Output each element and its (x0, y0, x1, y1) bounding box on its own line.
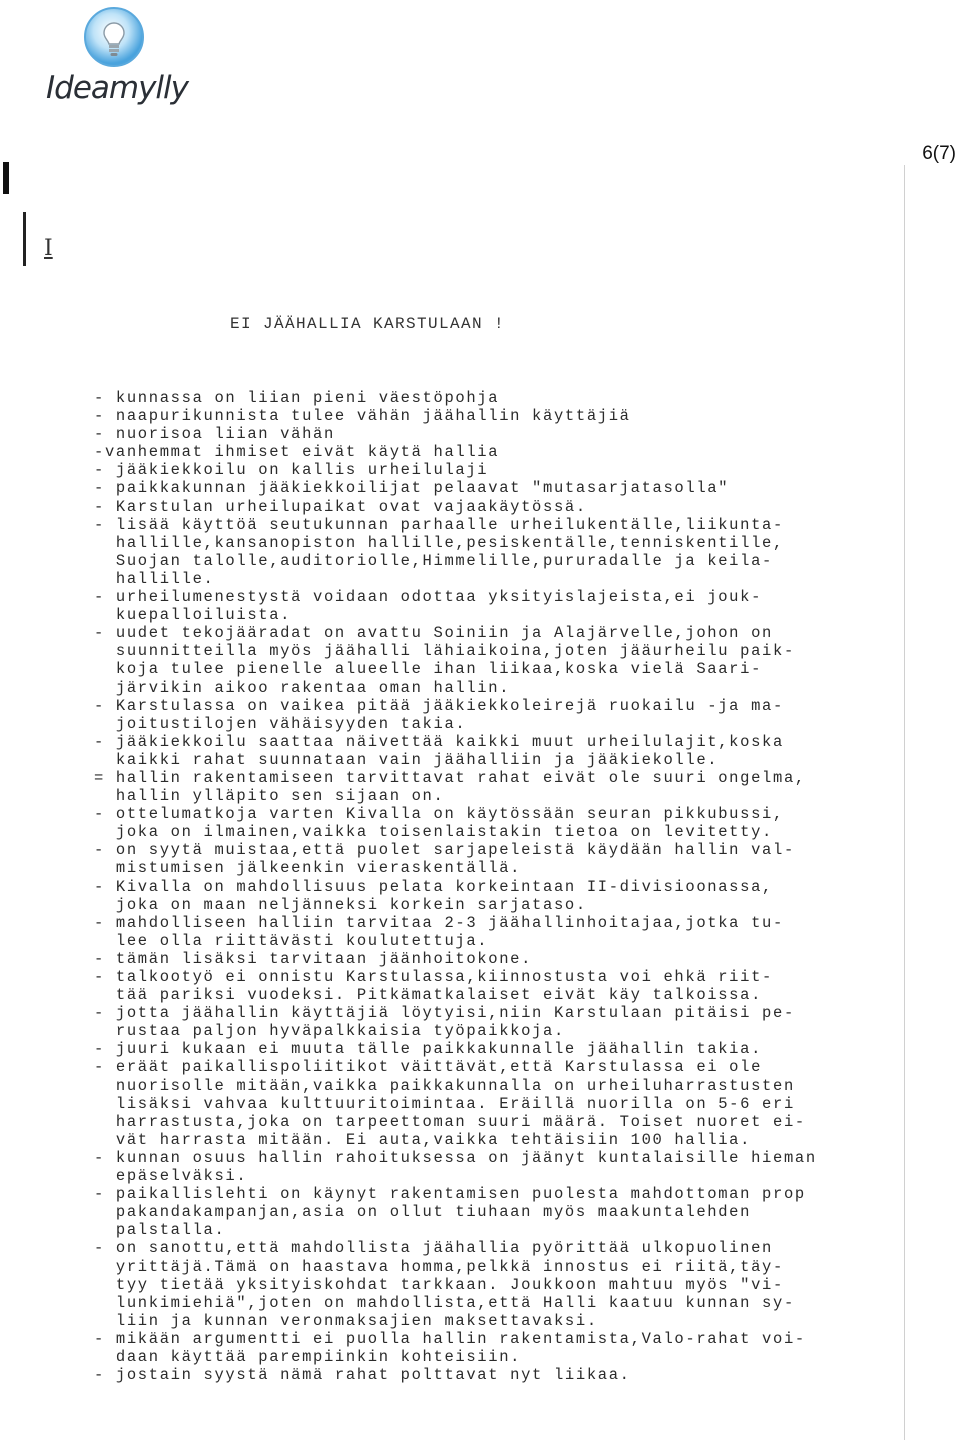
document-line: - Karstulan urheilupaikat ovat vajaakäytössä. (94, 497, 587, 516)
document-line: - juuri kukaan ei muuta tälle paikkakunnalle jäähallin takia. (94, 1040, 763, 1059)
document-line: - on sanottu,että mahdollista jäähallia pyörittää ulkopuolinen (94, 1239, 773, 1258)
document-line: joka on maan neljänneksi korkein sarjataso. (94, 895, 587, 914)
document-line: joka on ilmainen,vaikka toisenlaistakin tietoa on levitetty. (94, 823, 773, 842)
document-line: - paikallislehti on käynyt rakentamisen puolesta mahdottoman prop (94, 1185, 806, 1204)
document-line: daan käyttää parempiinkin kohteisiin. (94, 1347, 522, 1366)
document-line: yrittäjä.Tämä on haastava homma,pelkkä innostus ei riitä,täy- (94, 1257, 784, 1276)
document-line: suunnitteilla myös jäähalli lähiaikoina,joten jääurheilu paik- (94, 642, 795, 661)
scan-margin-bar (23, 212, 26, 266)
document-line: lunkimiehiä",joten on mahdollista,että Halli kaatuu kunnan sy- (94, 1293, 795, 1312)
document-line: - mikään argumentti ei puolla hallin rakentamista,Valo-rahat voi- (94, 1329, 806, 1348)
document-line: - talkootyö ei onnistu Karstulassa,kiinnostusta voi ehkä riit- (94, 968, 773, 986)
document-line: - eräät paikallispoliitikot väittävät,että Karstulassa ei ole (94, 1058, 763, 1077)
document-line: nuorisolle mitään,vaikka paikkakunnalla on urheiluharrastusten (94, 1076, 795, 1095)
document-line: - Karstulassa on vaikea pitää jääkiekkoleirejä ruokailu -ja ma- (94, 696, 784, 715)
lightbulb-icon (82, 6, 146, 70)
document-line: - kunnassa on liian pieni väestöpohja (94, 389, 500, 407)
document-line: tää pariksi vuodeksi. Pitkämatkalaiset eivät käy talkoissa. (94, 986, 763, 1005)
document-line: - lisää käyttöä seutukunnan parhaalle urheilukentälle,liikunta- (94, 515, 784, 534)
document-line: kaikki rahat suunnataan vain jäähalliin ja jääkiekolle. (94, 750, 719, 769)
document-line: vät harrasta mitään. Ei auta,vaikka tehtäisiin 100 hallia. (94, 1130, 752, 1149)
document-line: - naapurikunnista tulee vähän jäähallin käyttäjiä (94, 407, 631, 426)
document-line: rustaa paljon hyväpalkkaisia työpaikkoja. (94, 1022, 565, 1041)
page-edge-divider (904, 165, 905, 1440)
document-line: - jostain syystä nämä rahat polttavat nyt liikaa. (94, 1366, 631, 1385)
document-line: - jääkiekkoilu saattaa näivettää kaikki muut urheilulajit,koska (94, 732, 784, 751)
document-line: koja tulee pienelle alueelle ihan liikaa,koska vielä Saari- (94, 660, 763, 679)
document-line: - paikkakunnan jääkiekkoilijat pelaavat "mutasarjatasolla" (94, 479, 730, 498)
document-line: tyy tietää yksityiskohdat tarkkaan. Joukkoon mahtuu myös "vi- (94, 1275, 784, 1294)
document-line: epäselväksi. (94, 1167, 248, 1186)
document-line: harrastusta,joka on tarpeettoman suuri määrä. Toiset nuoret ei- (94, 1112, 806, 1131)
document-line: lisäksi vahvaa kulttuuritoimintaa. Eräillä nuorilla on 5-6 eri (94, 1094, 795, 1113)
document-line: - tämän lisäksi tarvitaan jäänhoitokone. (94, 949, 533, 968)
document-line: kuepalloiluista. (94, 606, 292, 625)
document-body (94, 389, 817, 1385)
document-line: = hallin rakentamiseen tarvittavat rahat eivät ole suuri ongelma, (94, 768, 806, 787)
document-line: liin ja kunnan veronmaksajien maksettavaksi. (94, 1311, 598, 1330)
document-line: palstalla. (94, 1221, 226, 1240)
document-line: - urheilumenestystä voidaan odottaa yksityislajeista,ei jouk- (94, 588, 763, 607)
ideamylly-logo (46, 6, 189, 110)
section-mark: I (44, 236, 53, 261)
page-number: 6(7) (922, 143, 956, 164)
document-line: - kunnan osuus hallin rahoituksessa on jäänyt kuntalaisille hieman (94, 1148, 817, 1167)
document-line: - jotta jäähallin käyttäjiä löytyisi,niin Karstulaan pitäisi pe- (94, 1004, 795, 1023)
document-line: lee olla riittävästi koulutettuja. (94, 931, 489, 950)
document-line: - uudet tekojääradat on avattu Soiniin ja Alajärvelle,johon on (94, 624, 773, 643)
logo-text: Ideamylly (46, 70, 189, 106)
document-line: - on syytä muistaa,että puolet sarjapeleistä käydään hallin val- (94, 841, 795, 860)
document-line: - nuorisoa liian vähän (94, 425, 335, 444)
document-line: mistumisen jälkeenkin vieraskentällä. (94, 859, 522, 878)
document-line: - jääkiekkoilu on kallis urheilulaji (94, 461, 489, 480)
document-line: - mahdolliseen halliin tarvitaa 2-3 jäähallinhoitajaa,jotka tu- (94, 913, 784, 932)
document-line: - Kivalla on mahdollisuus pelata korkeintaan II-divisioonassa, (94, 877, 773, 896)
document-line: joitustilojen vähäisyyden takia. (94, 714, 467, 733)
document-line: hallille. (94, 569, 215, 588)
document-title: EI JÄÄHALLIA KARSTULAAN ! (230, 315, 506, 333)
document-line: järvikin aikoo rakentaa oman hallin. (94, 678, 511, 697)
scan-margin-mark (3, 162, 9, 194)
document-line: pakandakampanjan,asia on ollut tiuhaan myös maakuntalehden (94, 1203, 752, 1222)
document-line: hallin ylläpito sen sijaan on. (94, 787, 445, 806)
document-line: Suojan talolle,auditoriolle,Himmelille,pururadalle ja keila- (94, 551, 773, 570)
document-line: hallille,kansanopiston hallille,pesiskentälle,tenniskentille, (94, 533, 784, 552)
document-line: -vanhemmat ihmiset eivät käytä hallia (94, 443, 500, 462)
document-line: - ottelumatkoja varten Kivalla on käytössään seuran pikkubussi, (94, 805, 784, 824)
